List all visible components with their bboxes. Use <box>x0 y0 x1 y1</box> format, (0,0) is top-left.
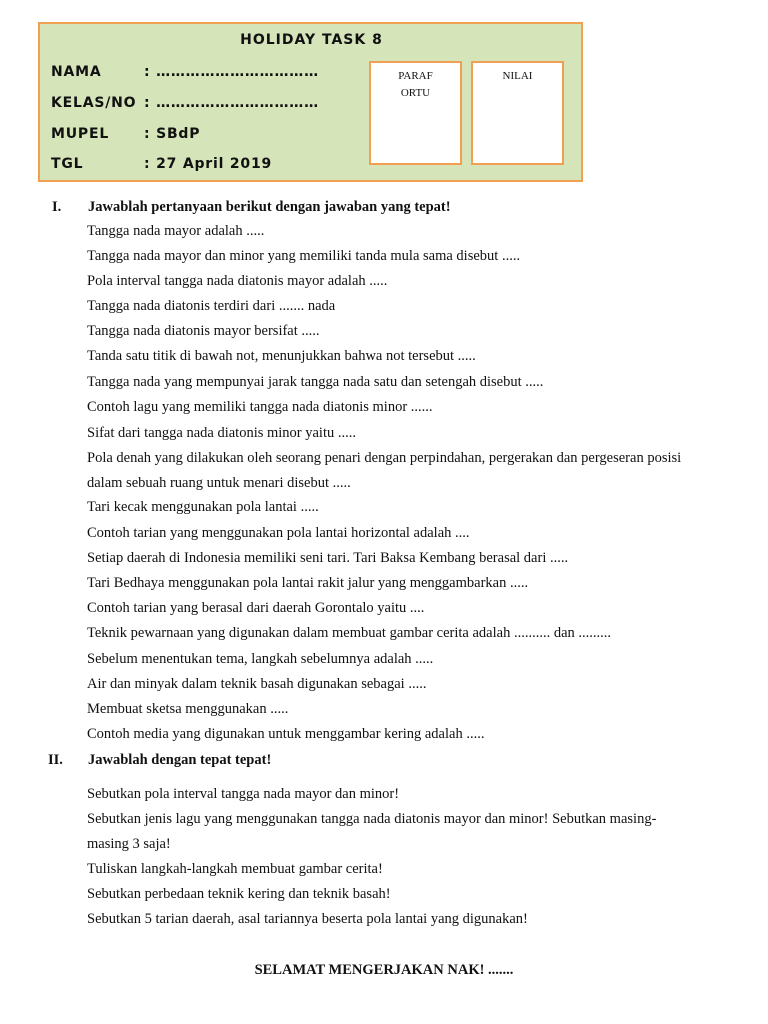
question-text: Sebutkan 5 tarian daerah, asal tariannya beserta pola lantai yang digunakan! <box>87 911 528 927</box>
nilai-box <box>471 61 564 165</box>
question-text: Tangga nada diatonis terdiri dari ....... nada <box>87 298 336 314</box>
question-text: Teknik pewarnaan yang digunakan dalam membuat gambar cerita adalah .......... dan ......... <box>87 625 612 641</box>
field-tgl <box>51 156 272 172</box>
question-text: Pola interval tangga nada diatonis mayor adalah ..... <box>87 273 388 289</box>
question-text: Setiap daerah di Indonesia memiliki seni tari. Tari Baksa Kembang berasal dari ..... <box>87 550 569 566</box>
question-text: Tuliskan langkah-langkah membuat gambar cerita! <box>87 861 383 877</box>
paraf-ortu-box <box>369 61 462 165</box>
paraf-label: PARAF <box>398 70 433 82</box>
question-text: Tangga nada diatonis mayor bersifat ..... <box>87 323 320 339</box>
question-text: Tanda satu titik di bawah not, menunjukkan bahwa not tersebut ..... <box>87 348 476 364</box>
question-text: Tangga nada yang mempunyai jarak tangga nada satu dan setengah disebut ..... <box>87 374 544 390</box>
section-title: Jawablah pertanyaan berikut dengan jawaban yang tepat! <box>88 199 451 215</box>
question-text: Membuat sketsa menggunakan ..... <box>87 701 289 717</box>
field-value: : SBdP <box>144 126 201 142</box>
question-text: Tari Bedhaya menggunakan pola lantai rakit jalur yang menggambarkan ..... <box>87 575 529 591</box>
question-text: Contoh lagu yang memiliki tangga nada diatonis minor ...... <box>87 399 433 415</box>
nilai-label: NILAI <box>502 70 533 82</box>
question-text: Contoh tarian yang menggunakan pola lantai horizontal adalah .... <box>87 525 470 541</box>
question-text: Contoh media yang digunakan untuk menggambar kering adalah ..... <box>87 726 485 742</box>
question-text: Sebutkan perbedaan teknik kering dan teknik basah! <box>87 886 391 902</box>
section-numeral: I. <box>52 199 62 215</box>
question-text: Tari kecak menggunakan pola lantai ..... <box>87 499 319 515</box>
field-nama <box>51 64 319 80</box>
question-text: Tangga nada mayor dan minor yang memiliki tanda mula sama disebut ..... <box>87 248 521 264</box>
field-label: NAMA <box>51 64 102 80</box>
section-numeral: II. <box>48 752 63 768</box>
field-label: KELAS/NO <box>51 95 137 111</box>
field-value: : …………………………… <box>144 95 319 111</box>
page-title: HOLIDAY TASK 8 <box>240 32 383 48</box>
question-text: Sebelum menentukan tema, langkah sebelumnya adalah ..... <box>87 651 434 667</box>
closing-message: SELAMAT MENGERJAKAN NAK! ....... <box>254 962 514 978</box>
section-title: Jawablah dengan tepat tepat! <box>88 752 272 768</box>
field-value: : …………………………… <box>144 64 319 80</box>
question-text: Sifat dari tangga nada diatonis minor yaitu ..... <box>87 425 356 441</box>
question-text: Sebutkan pola interval tangga nada mayor dan minor! <box>87 786 400 802</box>
field-label: TGL <box>51 156 84 172</box>
question-text: Air dan minyak dalam teknik basah digunakan sebagai ..... <box>87 676 427 692</box>
question-text: Sebutkan jenis lagu yang menggunakan tangga nada diatonis mayor dan minor! Sebutkan masing- <box>87 811 657 827</box>
field-label: MUPEL <box>51 126 110 142</box>
field-value: : 27 April 2019 <box>144 156 273 172</box>
header-box <box>38 22 583 182</box>
question-continuation: dalam sebuah ruang untuk menari disebut ..... <box>87 475 351 491</box>
field-mupel <box>51 126 200 142</box>
question-text: Tangga nada mayor adalah ..... <box>87 223 265 239</box>
question-text: Contoh tarian yang berasal dari daerah Gorontalo yaitu .... <box>87 600 425 616</box>
question-text: Pola denah yang dilakukan oleh seorang penari dengan perpindahan, pergerakan dan pergeseran posisi <box>87 450 682 466</box>
ortu-label: ORTU <box>400 87 431 99</box>
question-continuation: masing 3 saja! <box>87 836 171 852</box>
field-kelas <box>51 95 319 111</box>
